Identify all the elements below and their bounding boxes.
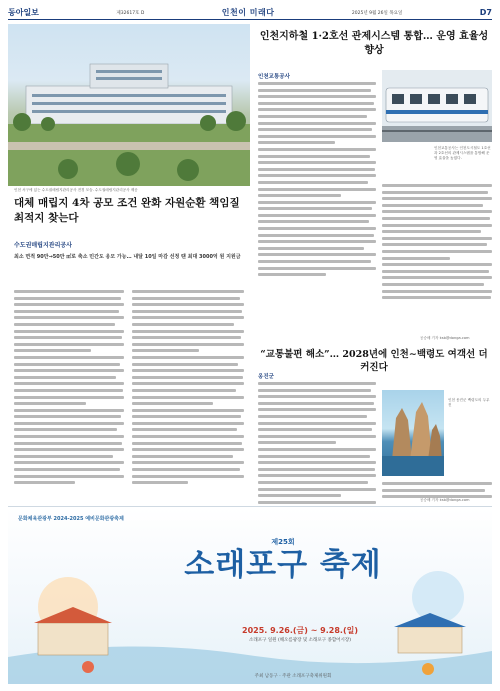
rock-photo-caption: 인천 옹진군 백령도의 두무진	[448, 398, 490, 407]
landfill-facility-photo	[8, 24, 250, 186]
left-subhead: 최소 면적 90만→50만 ㎡로 축소 민간도 응모 가능… 내달 10일 마감 선정 땐 최대 3000억 원 지원금	[14, 254, 241, 260]
issue-number: 제32617호 D	[116, 10, 145, 16]
page-header	[8, 6, 492, 20]
right-org-1: 인천교통공사	[258, 74, 290, 80]
masthead: 동아일보	[8, 7, 39, 17]
train-photo-caption: 인천교통공사는 인천도시철도 1호선과 2호선의 관제시스템을 통합해 운영 효율을 높였다.	[434, 146, 491, 160]
left-org: 수도권매립지관리공사	[14, 242, 72, 249]
train-illustration	[382, 70, 492, 142]
festival-venue: 소래포구 일원 (해오름광장 및 소래포구 종합어시장)	[249, 638, 351, 643]
festival-edition: 제25회	[271, 538, 295, 546]
right1-body-col-1	[258, 82, 376, 280]
baengnyeong-rock-photo	[382, 390, 444, 476]
right-headline-1: 인천지하철 1·2호선 관제시스템 통합… 운영 효율성 향상	[259, 31, 489, 56]
section-title: 인천이 미래다	[221, 8, 275, 17]
right1-body-col-2	[382, 184, 492, 303]
festival-title: 소래포구 축제	[184, 547, 382, 583]
festival-sponsors: 주최 남동구 · 주관 소래포구축제위원회	[254, 674, 332, 679]
subway-train-photo	[382, 70, 492, 142]
page-number: D7	[479, 8, 492, 17]
reporter-credit-2: 공승배 기자 ksb@donga.com	[420, 498, 470, 502]
issue-date: 2025년 9월 26일 목요일	[351, 10, 403, 16]
sea-rock-illustration	[382, 390, 444, 476]
photo-caption: 인천 서구에 있는 수도권매립지관리공사 전경 모습. 수도권매립지관리공사 제공	[14, 188, 138, 192]
left-body-col-2	[132, 290, 244, 488]
festival-advertisement	[8, 506, 492, 684]
ad-organizer: 문화체육관광부 2024-2025 예비문화관광축제	[18, 516, 124, 522]
right-org-2: 옹진군	[258, 374, 274, 380]
festival-dates: 2025. 9.26.(금) ~ 9.28.(일)	[242, 626, 358, 635]
left-headline: 대체 매립지 4차 공모 조건 완화 자원순환 책임질 최적지 찾는다	[14, 197, 240, 224]
right-headline-2: “교통불편 해소”… 2028년에 인천∼백령도 여객선 더 커진다	[260, 349, 488, 373]
building-illustration	[8, 24, 250, 186]
left-body-col-1	[14, 290, 124, 488]
reporter-credit-1: 공승배 기자 ksb@donga.com	[420, 336, 470, 340]
